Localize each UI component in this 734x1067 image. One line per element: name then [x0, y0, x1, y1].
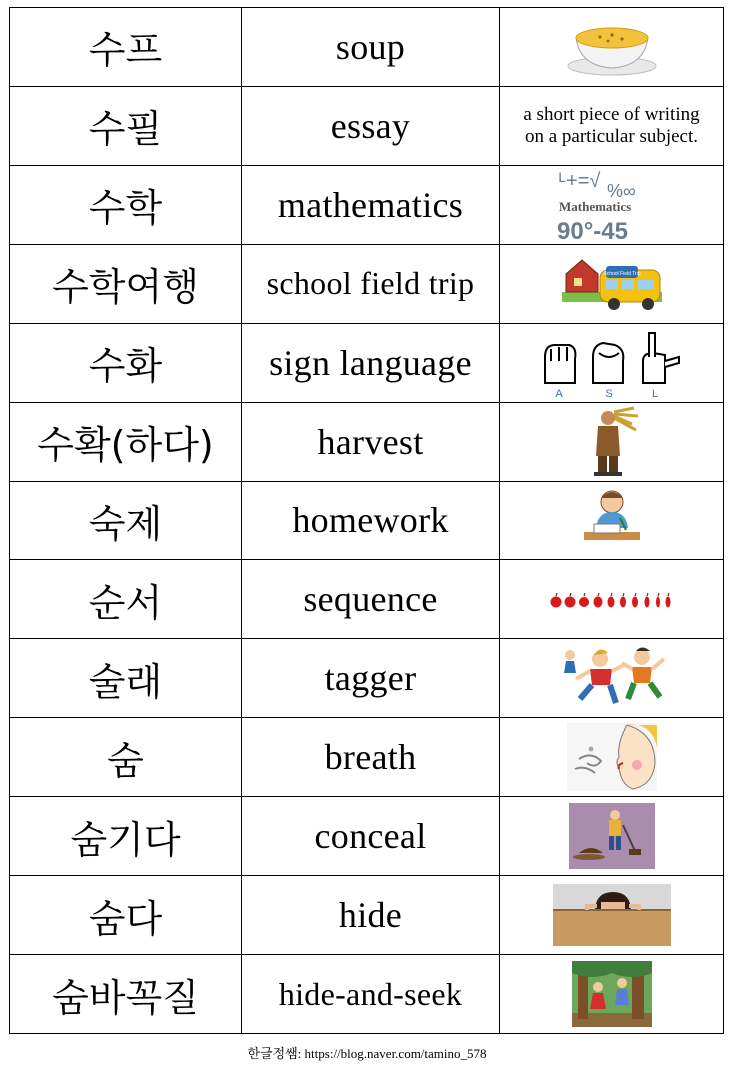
letter-s: S [604, 387, 613, 399]
english-word: essay [242, 86, 500, 165]
table-row [10, 244, 724, 323]
korean-word: 숨바꼭질 [10, 955, 242, 1034]
source-credit: 한글정쌤: https://blog.naver.com/tamino_578 [247, 1046, 487, 1061]
school-bus-icon [560, 252, 664, 316]
tag-game-icon [556, 645, 668, 711]
conceal-icon [569, 803, 655, 869]
english-word: mathematics [242, 165, 500, 244]
definition-cell [500, 86, 724, 165]
korean-word: 술래 [10, 639, 242, 718]
korean-word: 숨기다 [10, 797, 242, 876]
table-row [10, 165, 724, 244]
korean-word: 수확(하다) [10, 402, 242, 481]
english-word: sequence [242, 560, 500, 639]
english-word: soup [242, 8, 500, 87]
letter-a: A [554, 387, 563, 399]
table-row [10, 8, 724, 87]
english-word: tagger [242, 639, 500, 718]
table-row [10, 323, 724, 402]
english-word: breath [242, 718, 500, 797]
korean-word: 숙제 [10, 481, 242, 560]
hide-and-seek-icon [572, 961, 652, 1027]
english-word: hide [242, 876, 500, 955]
korean-word: 수학여행 [10, 244, 242, 323]
definition-line: a short piece of writing [523, 103, 700, 125]
math-symbols-bottom: 90°-45 [556, 217, 628, 241]
mathematics-icon [557, 169, 667, 241]
harvest-farmer-icon [584, 406, 640, 478]
table-row [10, 797, 724, 876]
english-word: homework [242, 481, 500, 560]
korean-word: 숨다 [10, 876, 242, 955]
math-symbols-mid: %∞ [606, 180, 636, 201]
korean-word: 숨 [10, 718, 242, 797]
table-row [10, 86, 724, 165]
definition-line: on a particular subject. [524, 125, 699, 147]
table-row [10, 876, 724, 955]
hide-box-icon [553, 884, 671, 946]
table-row [10, 639, 724, 718]
english-word: conceal [242, 797, 500, 876]
sign-language-icon [539, 327, 685, 399]
vocabulary-table [9, 7, 724, 1034]
korean-word: 수학 [10, 165, 242, 244]
english-word: school field trip [242, 244, 500, 323]
student-homework-icon [580, 488, 644, 552]
apple-sequence-icon [550, 590, 674, 610]
table-row [10, 560, 724, 639]
letter-l: L [651, 387, 658, 399]
korean-word: 수화 [10, 323, 242, 402]
korean-word: 수프 [10, 8, 242, 87]
table-row [10, 955, 724, 1034]
english-word: hide-and-seek [242, 955, 500, 1034]
soup-bowl-icon [564, 16, 660, 78]
english-word: harvest [242, 402, 500, 481]
table-row [10, 718, 724, 797]
korean-word: 순서 [10, 560, 242, 639]
korean-word: 수필 [10, 86, 242, 165]
bus-sign: School Field Trip [602, 270, 641, 277]
english-word: sign language [242, 323, 500, 402]
table-row [10, 402, 724, 481]
table-row [10, 481, 724, 560]
breath-icon [567, 723, 657, 791]
math-title: Mathematics [558, 198, 631, 214]
math-symbols-top: ᴸ+=√ [558, 169, 600, 192]
